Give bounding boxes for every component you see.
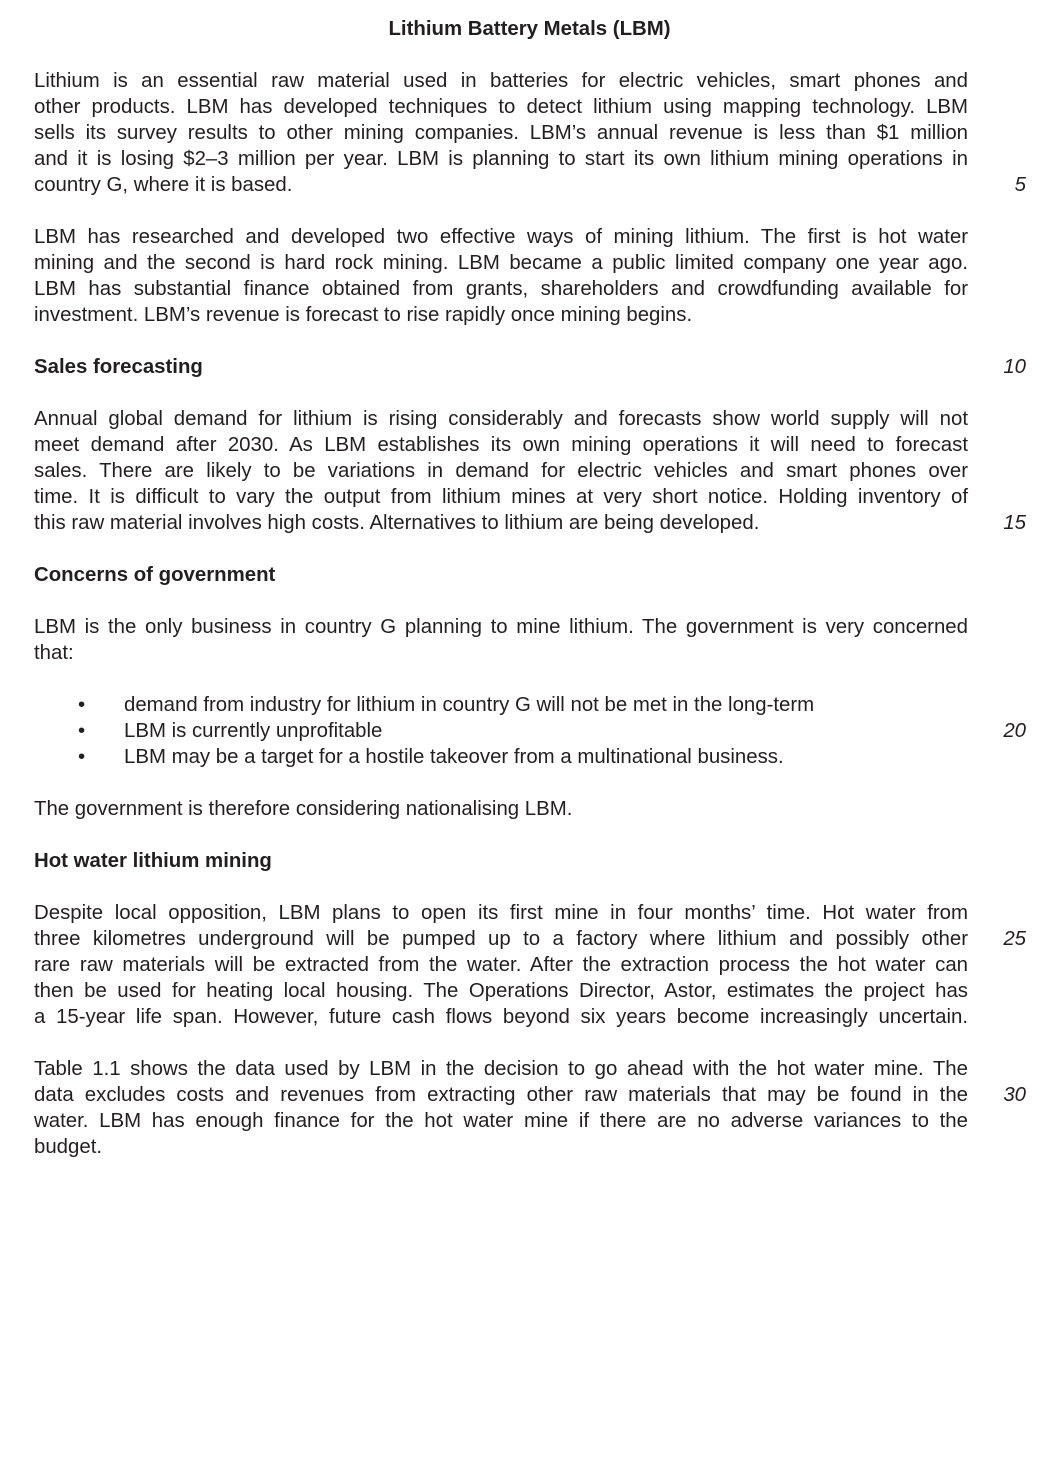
text-line: budget. — [34, 1136, 103, 1158]
list-item — [34, 692, 968, 718]
text-line: LBM has substantial finance obtained from grants, shareholders and crowdfunding available for — [34, 278, 968, 300]
text-line: Lithium is an essential raw material used in batteries for electric vehicles, smart phones and — [34, 70, 968, 92]
text-line: mining and the second is hard rock mining. LBM became a public limited company one year ago. — [34, 252, 968, 274]
concerns-bullet-list — [34, 692, 968, 770]
text-line: this raw material involves high costs. Alternatives to lithium are being developed. — [34, 512, 760, 534]
bullet-icon: • — [78, 694, 86, 716]
paragraph-intro — [34, 68, 968, 198]
line-number: 10 — [1003, 356, 1026, 378]
text-line: that: — [34, 642, 74, 664]
list-item-text: LBM may be a target for a hostile takeover from a multinational business. — [124, 746, 784, 768]
list-item — [34, 718, 968, 744]
line-number: 5 — [1014, 174, 1026, 196]
text-line: sells its survey results to other mining companies. LBM’s annual revenue is less than $1 million — [34, 122, 968, 144]
line-number: 30 — [1003, 1084, 1026, 1106]
text-line: then be used for heating local housing. The Operations Director, Astor, estimates the project has — [34, 980, 968, 1002]
text-line: Table 1.1 shows the data used by LBM in the decision to go ahead with the hot water mine. The — [34, 1058, 968, 1080]
text-line: Despite local opposition, LBM plans to open its first mine in four months’ time. Hot water from — [34, 902, 968, 924]
paragraph-government-concerns — [34, 614, 968, 666]
paragraph-nationalisation: The government is therefore considering nationalising LBM. — [34, 798, 573, 820]
text-line: sales. There are likely to be variations in demand for electric vehicles and smart phones over — [34, 460, 968, 482]
text-line: rare raw materials will be extracted from the water. After the extraction process the hot water can — [34, 954, 968, 976]
line-number: 25 — [1003, 928, 1026, 950]
document-title: Lithium Battery Metals (LBM) — [388, 18, 671, 40]
text-line: a 15-year life span. However, future cash flows beyond six years become increasingly uncertain. — [34, 1006, 968, 1028]
paragraph-hot-water-mining — [34, 900, 968, 1030]
line-number: 15 — [1003, 512, 1026, 534]
text-line: other products. LBM has developed techniques to detect lithium using mapping technology. LBM — [34, 96, 968, 118]
text-line: LBM has researched and developed two effective ways of mining lithium. The first is hot water — [34, 226, 968, 248]
section-heading-sales-forecasting: Sales forecasting — [34, 356, 203, 378]
text-line: time. It is difficult to vary the output from lithium mines at very short notice. Holding inventory of — [34, 486, 968, 508]
text-line: and it is losing $2–3 million per year. LBM is planning to start its own lithium mining operations in — [34, 148, 968, 170]
paragraph-sales-forecasting — [34, 406, 968, 536]
text-line: Annual global demand for lithium is rising considerably and forecasts show world supply will not — [34, 408, 968, 430]
text-line: three kilometres underground will be pumped up to a factory where lithium and possibly other — [34, 928, 968, 950]
bullet-icon: • — [78, 720, 86, 742]
section-heading-concerns-of-government: Concerns of government — [34, 564, 276, 586]
list-item-text: demand from industry for lithium in country G will not be met in the long-term — [124, 694, 815, 716]
text-line: LBM is the only business in country G planning to mine lithium. The government is very concerned — [34, 616, 968, 638]
list-item — [34, 744, 968, 770]
text-line: water. LBM has enough finance for the hot water mine if there are no adverse variances to the — [34, 1110, 968, 1132]
bullet-icon: • — [78, 746, 86, 768]
paragraph-mining-methods — [34, 224, 968, 328]
text-line: data excludes costs and revenues from extracting other raw materials that may be found in the — [34, 1084, 968, 1106]
list-item-text: LBM is currently unprofitable — [124, 720, 383, 742]
text-line: country G, where it is based. — [34, 174, 293, 196]
paragraph-table-reference — [34, 1056, 968, 1160]
section-heading-hot-water-mining: Hot water lithium mining — [34, 850, 272, 872]
text-line: meet demand after 2030. As LBM establishes its own mining operations it will need to forecast — [34, 434, 968, 456]
text-line: investment. LBM’s revenue is forecast to rise rapidly once mining begins. — [34, 304, 693, 326]
line-number: 20 — [1003, 720, 1026, 742]
